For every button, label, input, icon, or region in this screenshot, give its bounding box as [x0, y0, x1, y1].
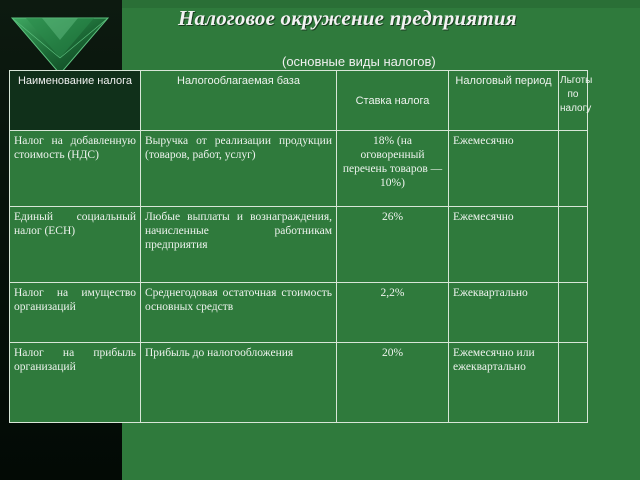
- cell-tax-benefits: [559, 131, 588, 207]
- taxes-table: [9, 70, 593, 423]
- cell-tax-name: Налог на имущество организаций: [10, 283, 141, 343]
- cell-tax-rate: 18% (на оговоренный перечень товаров —10%): [337, 131, 449, 207]
- cell-tax-name: Единый социальный налог (ЕСН): [10, 207, 141, 283]
- header-tax-name: Наименование налога: [10, 71, 141, 131]
- cell-tax-period: Ежемесячно или ежеквартально: [449, 343, 559, 423]
- cell-tax-period: Ежемесячно: [449, 207, 559, 283]
- header-tax-rate: Ставка налога: [337, 71, 449, 131]
- page-subtitle: (основные виды налогов): [282, 54, 436, 69]
- header-tax-base: Налогооблагаемая база: [141, 71, 337, 131]
- cell-tax-base: Прибыль до налогообложения: [141, 343, 337, 423]
- cell-tax-rate: 26%: [337, 207, 449, 283]
- table-row: [10, 343, 588, 423]
- table-row: [10, 207, 588, 283]
- cell-tax-base: Среднегодовая остаточная стоимость основных средств: [141, 283, 337, 343]
- cell-tax-period: Ежеквартально: [449, 283, 559, 343]
- cell-tax-rate: 20%: [337, 343, 449, 423]
- cell-tax-benefits: [559, 207, 588, 283]
- cell-tax-benefits: [559, 283, 588, 343]
- cell-tax-period: Ежемесячно: [449, 131, 559, 207]
- page-title: Налоговое окружение предприятия: [178, 6, 517, 30]
- table-row: [10, 283, 588, 343]
- table-row: [10, 131, 588, 207]
- cell-tax-name: Налог на прибыль организаций: [10, 343, 141, 423]
- cell-tax-name: Налог на добавленную стоимость (НДС): [10, 131, 141, 207]
- cell-tax-rate: 2,2%: [337, 283, 449, 343]
- cell-tax-base: Выручка от реализации продукции (товаров, работ, услуг): [141, 131, 337, 207]
- cell-tax-base: Любые выплаты и вознаграждения, начисленные работникам предприятия: [141, 207, 337, 283]
- emerald-gem-icon: [6, 14, 114, 76]
- header-tax-period: Налоговый период: [449, 71, 559, 131]
- table-header-row: [10, 71, 588, 131]
- header-tax-benefits: Льготы по налогу: [559, 71, 588, 131]
- cell-tax-benefits: [559, 343, 588, 423]
